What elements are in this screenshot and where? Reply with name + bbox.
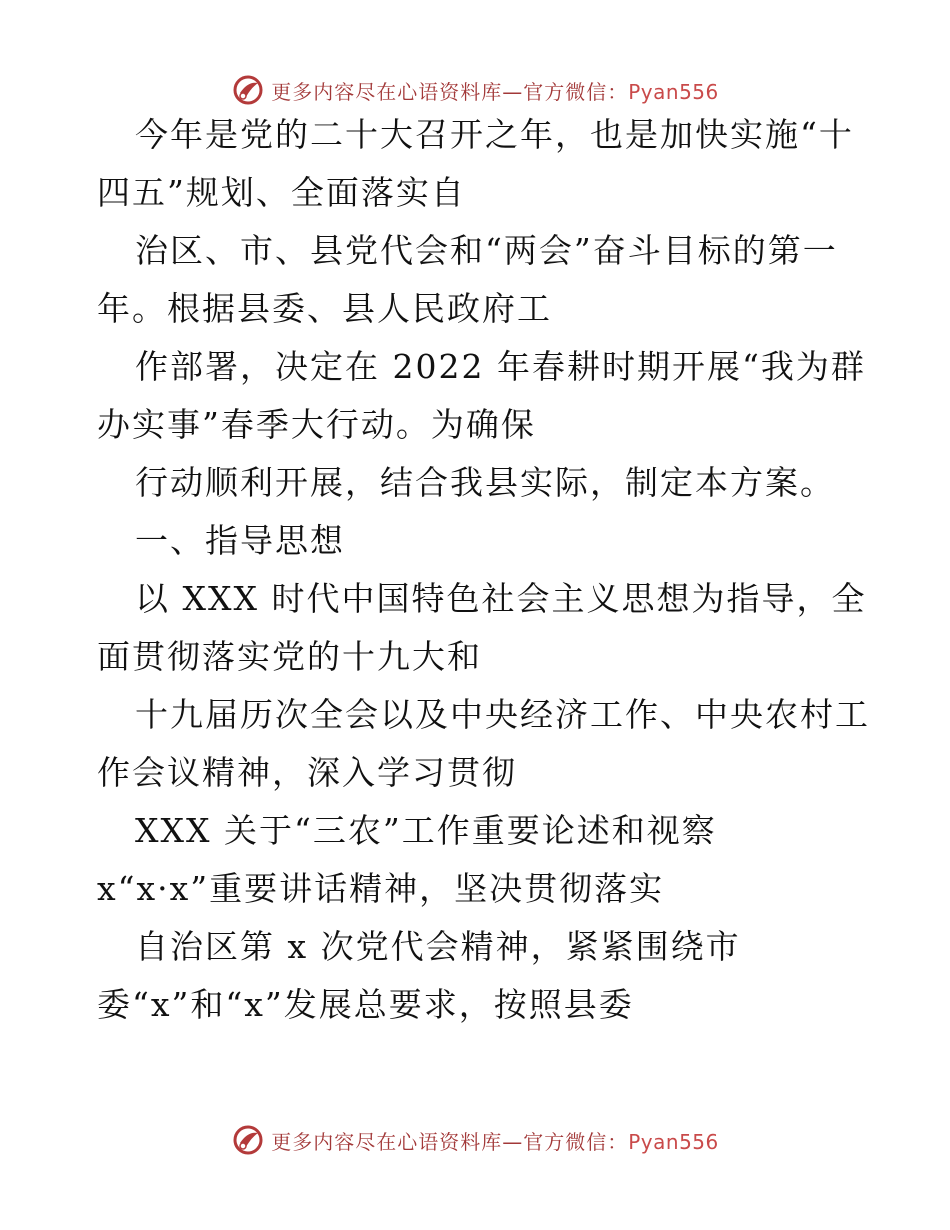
watermark-footer <box>0 1120 950 1160</box>
document-body <box>97 106 870 1034</box>
watermark-wechat-id: Pyan556 <box>628 1129 719 1154</box>
watermark-header <box>0 70 950 110</box>
watermark-label: 更多内容尽在心语资料库—官方微信： <box>271 1129 629 1154</box>
text-line: 四五”规划、全面落实自 <box>97 173 466 212</box>
text-line: 作会议精神，深入学习贯彻 <box>97 753 517 792</box>
text-line: XXX 关于“三农”工作重要论述和视察 <box>135 811 717 850</box>
watermark-text <box>271 1126 719 1155</box>
text-line: 治区、市、县党代会和“两会”奋斗目标的第一 <box>135 231 838 270</box>
watermark-label: 更多内容尽在心语资料库—官方微信： <box>271 79 629 104</box>
text-line: 行动顺利开展，结合我县实际，制定本方案。 <box>135 463 835 502</box>
text-line: x“x·x”重要讲话精神，坚决贯彻落实 <box>97 869 665 908</box>
brand-logo-icon <box>231 73 265 107</box>
watermark-text <box>271 76 719 105</box>
brand-logo-icon <box>231 1123 265 1157</box>
text-line: 以 XXX 时代中国特色社会主义思想为指导，全 <box>135 579 867 618</box>
text-line: 今年是党的二十大召开之年，也是加快实施“十 <box>135 115 854 154</box>
text-line: 面贯彻落实党的十九大和 <box>97 637 482 676</box>
text-line: 委“x”和“x”发展总要求，按照县委 <box>97 985 634 1024</box>
text-line: 作部署，决定在 2022 年春耕时期开展“我为群 <box>135 347 866 386</box>
watermark-wechat-id: Pyan556 <box>628 79 719 104</box>
text-line: 十九届历次全会以及中央经济工作、中央农村工 <box>135 695 870 734</box>
text-line: 年。根据县委、县人民政府工 <box>97 289 552 328</box>
text-line: 自治区第 x 次党代会精神，紧紧围绕市 <box>135 927 741 966</box>
text-line: 一、指导思想 <box>135 521 345 560</box>
text-line: 办实事”春季大行动。为确保 <box>97 405 536 444</box>
